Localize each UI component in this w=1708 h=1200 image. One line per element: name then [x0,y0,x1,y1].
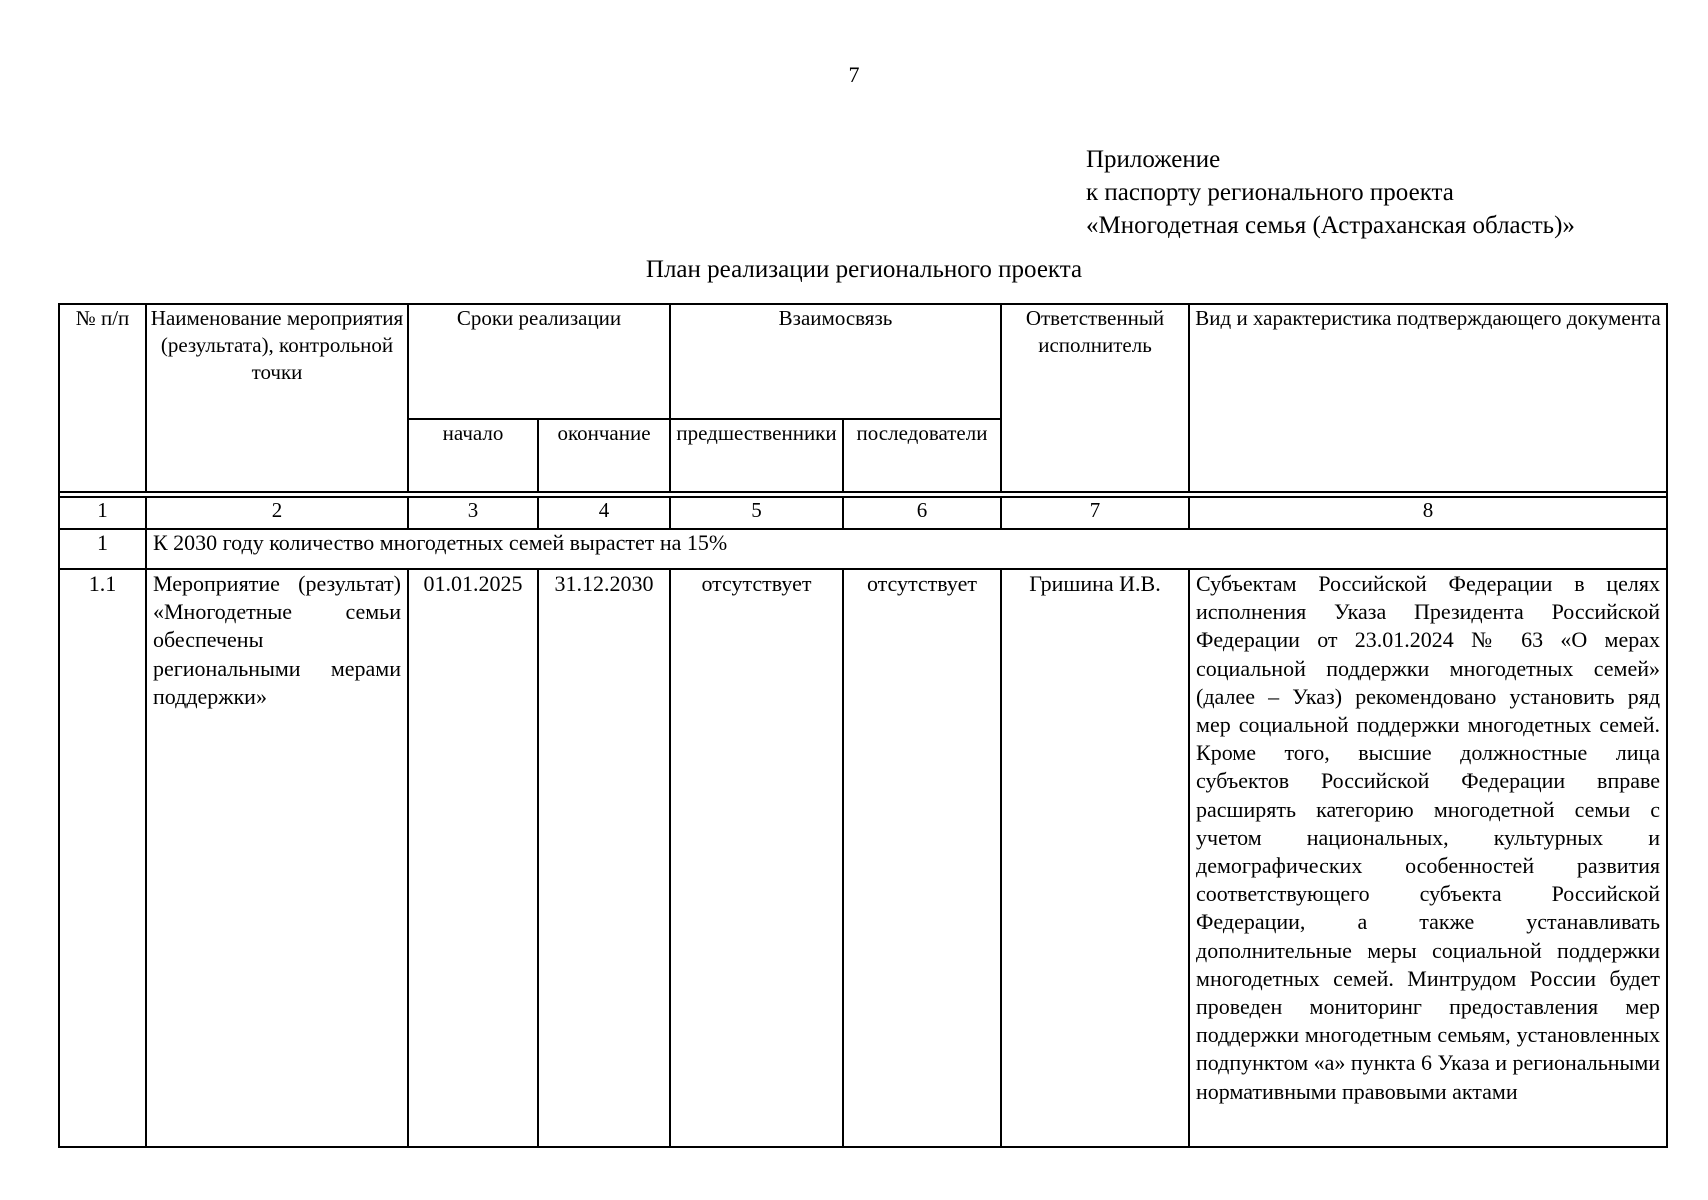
header-end: окончание [538,419,670,492]
goal-num: 1 [59,529,146,569]
row-successors: отсутствует [843,569,1001,1147]
row-document: Субъектам Российской Федерации в целях исполнения Указа Президента Российской Федерации от 23.01.2024 № 63 «О мерах социальной поддержки многодетных семей» (далее – Указ) рекомендовано установить ряд мер социальной поддержки многодетных семей. Кроме того, высшие должностные лица субъектов Российской Федерации вправе расширять категорию многодетной семьи с учетом национальных, культурных и демографических особенностей развития соответствующего субъекта Российской Федерации, а также устанавливать дополнительные меры социальной поддержки многодетных семей. Минтрудом России будет проведен мониторинг предоставления мер поддержки многодетным семьям, установленных подпунктом «а» пункта 6 Указа и региональными нормативными правовыми актами [1189,569,1667,1147]
plan-title: План реализации регионального проекта [645,256,1083,283]
plan-table [58,303,1668,1148]
goal-row [59,529,1667,569]
appendix-block [1086,143,1575,242]
column-number: 8 [1189,497,1667,529]
header-terms: Сроки реализации [408,304,670,419]
header-start: начало [408,419,538,492]
column-number: 5 [670,497,843,529]
row-predecessors: отсутствует [670,569,843,1147]
column-number: 3 [408,497,538,529]
appendix-line-1: Приложение [1086,146,1221,173]
row-name: Мероприятие (результат) «Многодетные семьи обеспечены региональными мерами поддержки» [146,569,408,1147]
appendix-line-3: «Многодетная семья (Астраханская область)» [1086,212,1575,239]
goal-text: К 2030 году количество многодетных семей вырастет на 15% [146,529,1667,569]
header-document: Вид и характеристика подтверждающего документа [1189,304,1667,492]
header-link: Взаимосвязь [670,304,1001,419]
row-end: 31.12.2030 [538,569,670,1147]
column-number: 2 [146,497,408,529]
column-number: 6 [843,497,1001,529]
column-number: 1 [59,497,146,529]
column-numbers-row [59,497,1667,529]
header-name: Наименование мероприятия (результата), контрольной точки [146,304,408,492]
header-num: № п/п [59,304,146,492]
page-number: 7 [848,62,860,87]
row-responsible: Гришина И.В. [1001,569,1189,1147]
row-num: 1.1 [59,569,146,1147]
header-successors: последователи [843,419,1001,492]
column-number: 4 [538,497,670,529]
header-responsible: Ответственный исполнитель [1001,304,1189,492]
table-row [59,569,1667,1147]
row-start: 01.01.2025 [408,569,538,1147]
appendix-line-2: к паспорту регионального проекта [1086,179,1454,206]
column-number: 7 [1001,497,1189,529]
header-predecessors: предшественники [670,419,843,492]
